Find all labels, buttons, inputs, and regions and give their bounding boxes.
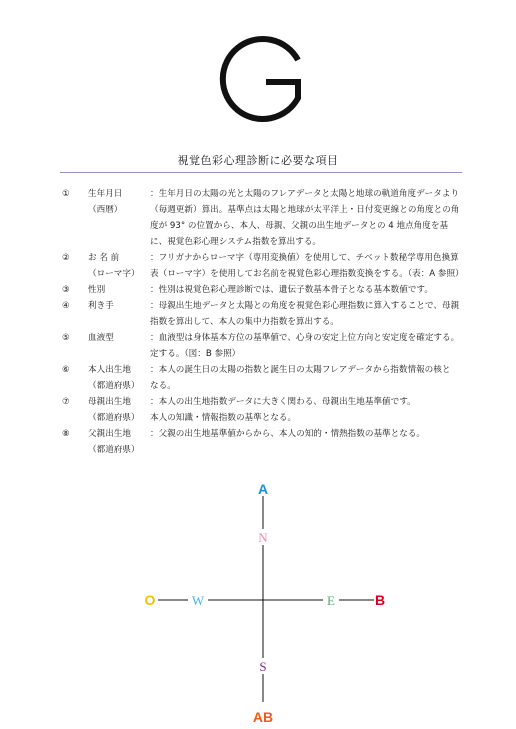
item-label <box>88 234 150 250</box>
item-line <box>62 250 482 266</box>
item-label: 生年月日 <box>88 189 123 199</box>
item-label: 本人出生地 <box>88 365 131 375</box>
g-logo <box>0 26 516 126</box>
compass-e-label: E <box>327 593 335 608</box>
item-number: ⑥ <box>62 365 70 375</box>
item-label: 利き手 <box>88 301 114 311</box>
item-text: ：血液型は身体基本方位の基準値で、心身の安定上位方向と安定度を確定する。 <box>150 333 460 343</box>
item-number: ③ <box>62 285 70 295</box>
compass-diagram <box>0 478 516 728</box>
item-text: ：フリガナからローマ字（専用変換値）を使用して、チベット数秘学専用色換算 <box>150 253 459 263</box>
item-line <box>62 362 482 378</box>
item-number: ④ <box>62 301 70 311</box>
item-number <box>62 314 88 330</box>
item-line <box>62 186 482 202</box>
item-line <box>62 378 482 394</box>
compass-s-label: S <box>259 659 267 674</box>
item-text: に、視覚色彩心理システム指数を算出する。 <box>150 237 322 247</box>
item-line <box>62 426 482 442</box>
item-number <box>62 218 88 234</box>
item-text: ：本人の誕生日の太陽の指数と誕生日の太陽フレアデータから指数情報の核と <box>150 365 451 375</box>
item-line <box>62 234 482 250</box>
item-label: （都道府県） <box>88 381 140 391</box>
item-number: ① <box>62 189 70 199</box>
item-text: ：生年月日の太陽の光と太陽のフレアデータと太陽と地球の軌道角度データより <box>150 189 460 199</box>
item-text: 本人の知識・情報指数の基準となる。 <box>150 413 297 423</box>
item-line <box>62 442 482 458</box>
compass-w-label: W <box>191 593 205 608</box>
item-line <box>62 266 482 282</box>
item-text: ：母親出生地データと太陽との角度を視覚色彩心理指数に算入することで、母親 <box>150 301 460 311</box>
item-number: ⑦ <box>62 397 70 407</box>
item-number: ② <box>62 253 70 263</box>
item-line <box>62 346 482 362</box>
item-line <box>62 330 482 346</box>
item-number <box>62 378 88 394</box>
item-line <box>62 314 482 330</box>
item-number <box>62 266 88 282</box>
item-line <box>62 218 482 234</box>
item-line <box>62 410 482 426</box>
compass-n-label: N <box>258 530 268 545</box>
item-label: 母親出生地 <box>88 397 131 407</box>
item-label: （ローマ字） <box>88 269 140 279</box>
item-line <box>62 394 482 410</box>
item-label <box>88 314 150 330</box>
page-title: 視覚色彩心理診断に必要な項目 <box>177 154 339 167</box>
compass-left-label: O <box>144 592 156 608</box>
item-text: ：父親の出生地基準値からから、本人の知的・情熱指数の基準となる。 <box>150 429 426 439</box>
item-number <box>62 346 88 362</box>
item-label: お 名 前 <box>88 253 120 263</box>
item-line <box>62 298 482 314</box>
item-label: 父親出生地 <box>88 429 131 439</box>
item-text: 表（ローマ字）を使用してお名前を視覚色彩心理指数変換をする。（表：A 参照） <box>150 269 464 279</box>
item-number <box>62 202 88 218</box>
compass-top-label: A <box>257 481 269 497</box>
item-text: （毎週更新）算出。基準点は太陽と地球が太平洋上・日付変更線との角度との角 <box>150 205 460 215</box>
item-text: 定する。（図：B 参照） <box>150 349 241 359</box>
item-line <box>62 202 482 218</box>
item-label: （西暦） <box>88 205 123 215</box>
item-text: なる。 <box>150 381 176 391</box>
item-label <box>88 346 150 362</box>
item-number: ⑧ <box>62 429 70 439</box>
item-list <box>62 186 482 458</box>
item-text: ：性別は視覚色彩心理診断では、遺伝子数基本骨子となる基本数値です。 <box>150 285 433 295</box>
g-logo-mark <box>223 39 298 119</box>
compass-bottom-label: AB <box>252 709 274 725</box>
item-label: （都道府県） <box>88 445 140 455</box>
item-number: ⑤ <box>62 333 70 343</box>
item-label: （都道府県） <box>88 413 140 423</box>
item-text: 度が 93° の位置から、本人、母親、父親の出生地データとの 4 地点角度を基 <box>150 221 449 231</box>
title-divider <box>60 172 462 173</box>
item-label: 血液型 <box>88 333 114 343</box>
item-number <box>62 234 88 250</box>
item-label <box>88 218 150 234</box>
item-text: 指数を算出して、本人の集中力指数を算出する。 <box>150 317 339 327</box>
item-text: ：本人の出生地指数データに大きく関わる、母親出生地基準値です。 <box>150 397 416 407</box>
item-label: 性別 <box>88 285 106 295</box>
item-number <box>62 410 88 426</box>
compass-right-label: B <box>374 592 386 608</box>
item-line <box>62 282 482 298</box>
